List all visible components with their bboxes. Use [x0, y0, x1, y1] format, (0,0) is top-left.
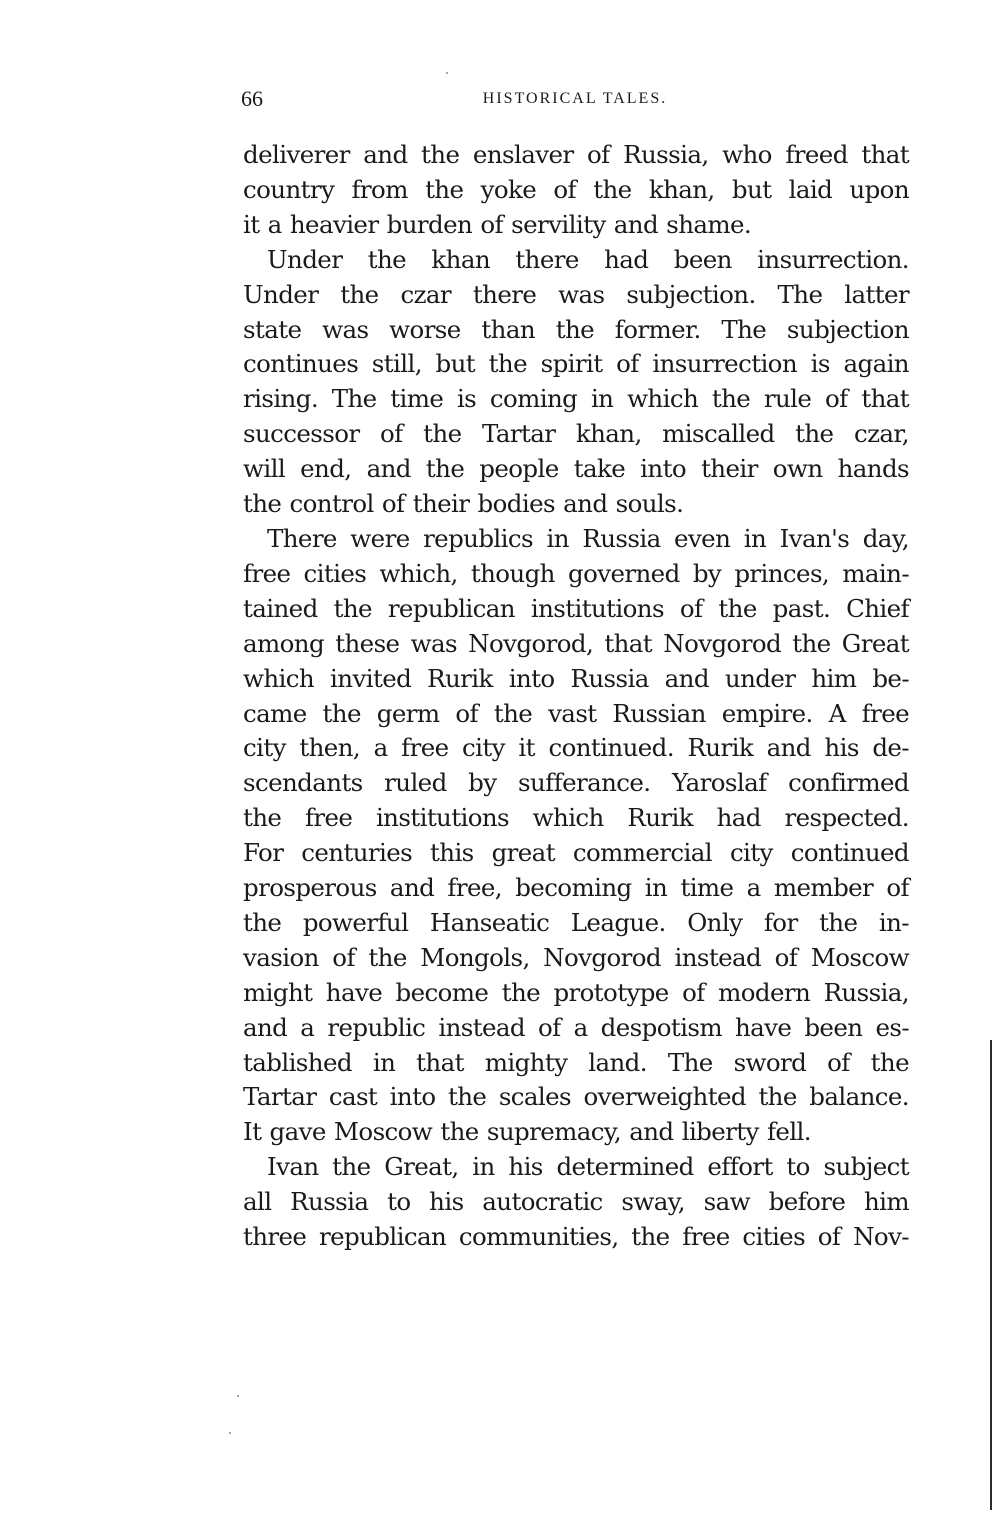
text-line: it a heavier burden of servility and shame.	[243, 209, 752, 239]
text-line: For centuries this great commercial city continued	[243, 838, 909, 868]
text-line: country from the yoke of the khan, but laid upon	[243, 174, 909, 204]
text-line: Ivan the Great, in his determined effort to subject	[267, 1152, 909, 1182]
text-line: state was worse than the former. The subjection	[243, 314, 909, 344]
page-edge-shadow	[990, 1040, 992, 1510]
paragraph-1	[243, 138, 909, 243]
text-line: will end, and the people take into their own hands	[243, 454, 909, 484]
scan-speck	[237, 1395, 239, 1397]
text-line: There were republics in Russia even in Ivan's day,	[267, 523, 909, 553]
text-line: and a republic instead of a despotism have been es-	[243, 1012, 909, 1042]
text-line: might have become the prototype of modern Russia,	[243, 977, 909, 1007]
text-line: came the germ of the vast Russian empire. A free	[243, 698, 909, 728]
text-line: all Russia to his autocratic sway, saw before him	[243, 1187, 909, 1217]
text-line: deliverer and the enslaver of Russia, who freed that	[243, 140, 909, 169]
scan-speck	[446, 72, 448, 74]
text-line: among these was Novgorod, that Novgorod the Great	[243, 628, 909, 658]
text-line: Under the khan there had been insurrection.	[267, 244, 909, 274]
text-line: rising. The time is coming in which the rule of that	[243, 384, 909, 414]
text-line: free cities which, though governed by princes, main-	[243, 558, 909, 588]
text-line: scendants ruled by sufferance. Yaroslaf confirmed	[243, 768, 909, 798]
paragraph-4	[243, 1150, 909, 1255]
page-header	[241, 86, 909, 116]
text-line: which invited Rurik into Russia and under him be-	[243, 663, 909, 693]
text-line: successor of the Tartar khan, miscalled the czar,	[243, 419, 909, 449]
paragraph-2	[243, 243, 909, 522]
text-line: It gave Moscow the supremacy, and liberty fell.	[243, 1117, 811, 1147]
text-line: the powerful Hanseatic League. Only for the in-	[243, 907, 909, 937]
page-number: 66	[241, 86, 263, 111]
scan-speck	[229, 1432, 231, 1434]
text-line: the control of their bodies and souls.	[243, 489, 684, 519]
text-line: continues still, but the spirit of insurrection is again	[243, 349, 909, 379]
running-head: HISTORICAL TALES.	[482, 90, 668, 107]
text-line: tablished in that mighty land. The sword of the	[243, 1047, 909, 1077]
text-line: vasion of the Mongols, Novgorod instead of Moscow	[243, 942, 909, 972]
text-line: tained the republican institutions of the past. Chief	[243, 593, 909, 623]
text-line: Tartar cast into the scales overweighted the balance.	[243, 1082, 909, 1112]
text-line: prosperous and free, becoming in time a member of	[243, 873, 909, 903]
text-line: Under the czar there was subjection. The latter	[243, 279, 909, 309]
body-text	[243, 138, 909, 1255]
paragraph-3	[243, 522, 909, 1150]
text-line: three republican communities, the free cities of Nov-	[243, 1222, 909, 1252]
text-line: city then, a free city it continued. Rurik and his de-	[243, 733, 909, 763]
text-line: the free institutions which Rurik had respected.	[243, 803, 909, 833]
